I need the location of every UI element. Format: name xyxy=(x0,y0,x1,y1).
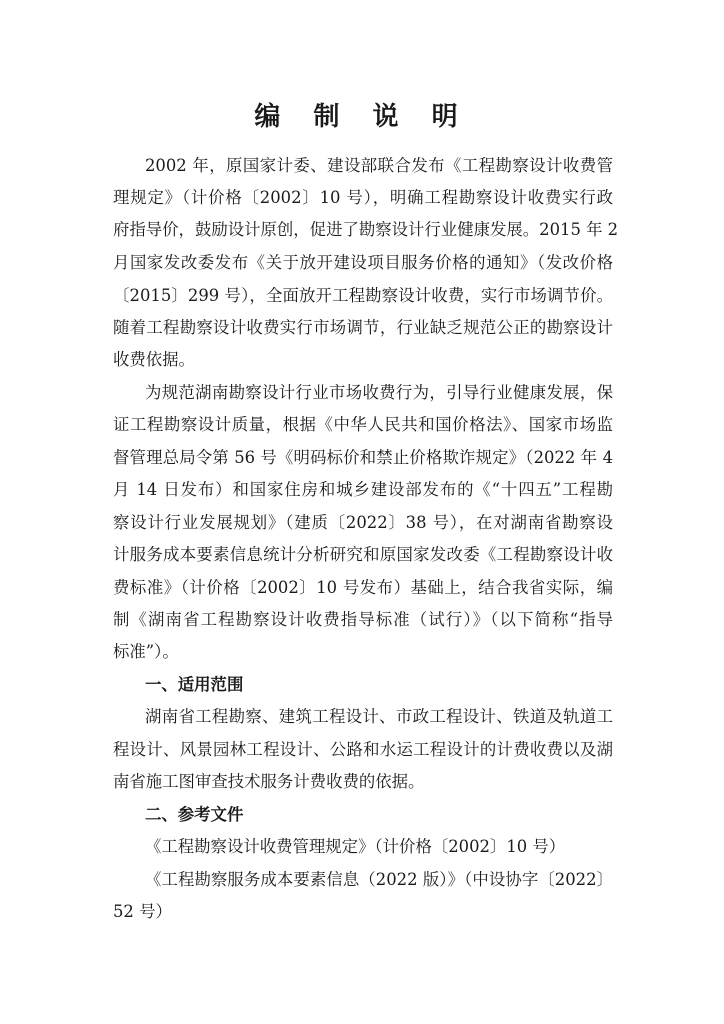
text-line: 察设计行业发展规划》（建质〔2022〕38 号），在对湖南省勘察设 xyxy=(113,513,613,532)
text-line: 计服务成本要素信息统计分析研究和原国家发改委《工程勘察设计收 xyxy=(113,545,613,564)
text-line: 督管理总局令第 56 号《明码标价和禁止价格欺诈规定》（2022 年 4 xyxy=(113,448,613,467)
text-line: 南省施工图审查技术服务计费收费的依据。 xyxy=(113,772,425,791)
text-line: 2002 年，原国家计委、建设部联合发布《工程勘察设计收费管 xyxy=(145,156,613,175)
text-line: 理规定》（计价格〔2002〕10 号），明确工程勘察设计收费实行政 xyxy=(113,188,613,207)
text-line: 证工程勘察设计质量，根据《中华人民共和国价格法》、国家市场监 xyxy=(113,415,613,434)
text-line: 月国家发改委发布《关于放开建设项目服务价格的通知》（发改价格 xyxy=(113,253,613,272)
text-line: 湖南省工程勘察、建筑工程设计、市政工程设计、铁道及轨道工 xyxy=(145,707,613,726)
text-line: 府指导价，鼓励设计原创，促进了勘察设计行业健康发展。2015 年 2 xyxy=(113,220,619,239)
text-line: 52 号） xyxy=(113,902,172,921)
text-line: 费标准》（计价格〔2002〕10 号发布）基础上，结合我省实际，编 xyxy=(113,578,613,597)
page-title: 编 制 说 明 xyxy=(254,102,470,132)
text-line: 制《湖南省工程勘察设计收费指导标准（试行）》（以下简称“指导 xyxy=(113,610,613,629)
text-line: 标准”）。 xyxy=(113,642,179,661)
text-line: 随着工程勘察设计收费实行市场调节，行业缺乏规范公正的勘察设计 xyxy=(113,318,613,337)
text-line: 为规范湖南勘察设计行业市场收费行为，引导行业健康发展，保 xyxy=(145,383,613,402)
text-line: 〔2015〕299 号），全面放开工程勘察设计收费，实行市场调节价。 xyxy=(113,286,613,305)
reference-item: 《工程勘察设计收费管理规定》（计价格〔2002〕10 号） xyxy=(145,837,566,856)
text-line: 程设计、风景园林工程设计、公路和水运工程设计的计费收费以及湖 xyxy=(113,740,613,759)
section-heading-scope: 一、适用范围 xyxy=(145,675,244,694)
reference-item: 《工程勘察服务成本要素信息（2022 版）》（中设协字〔2022〕 xyxy=(145,870,613,889)
text-line: 月 14 日发布）和国家住房和城乡建设部发布的《“十四五”工程勘 xyxy=(113,480,613,499)
text-line: 收费依据。 xyxy=(113,350,195,369)
section-heading-references: 二、参考文件 xyxy=(145,805,244,824)
